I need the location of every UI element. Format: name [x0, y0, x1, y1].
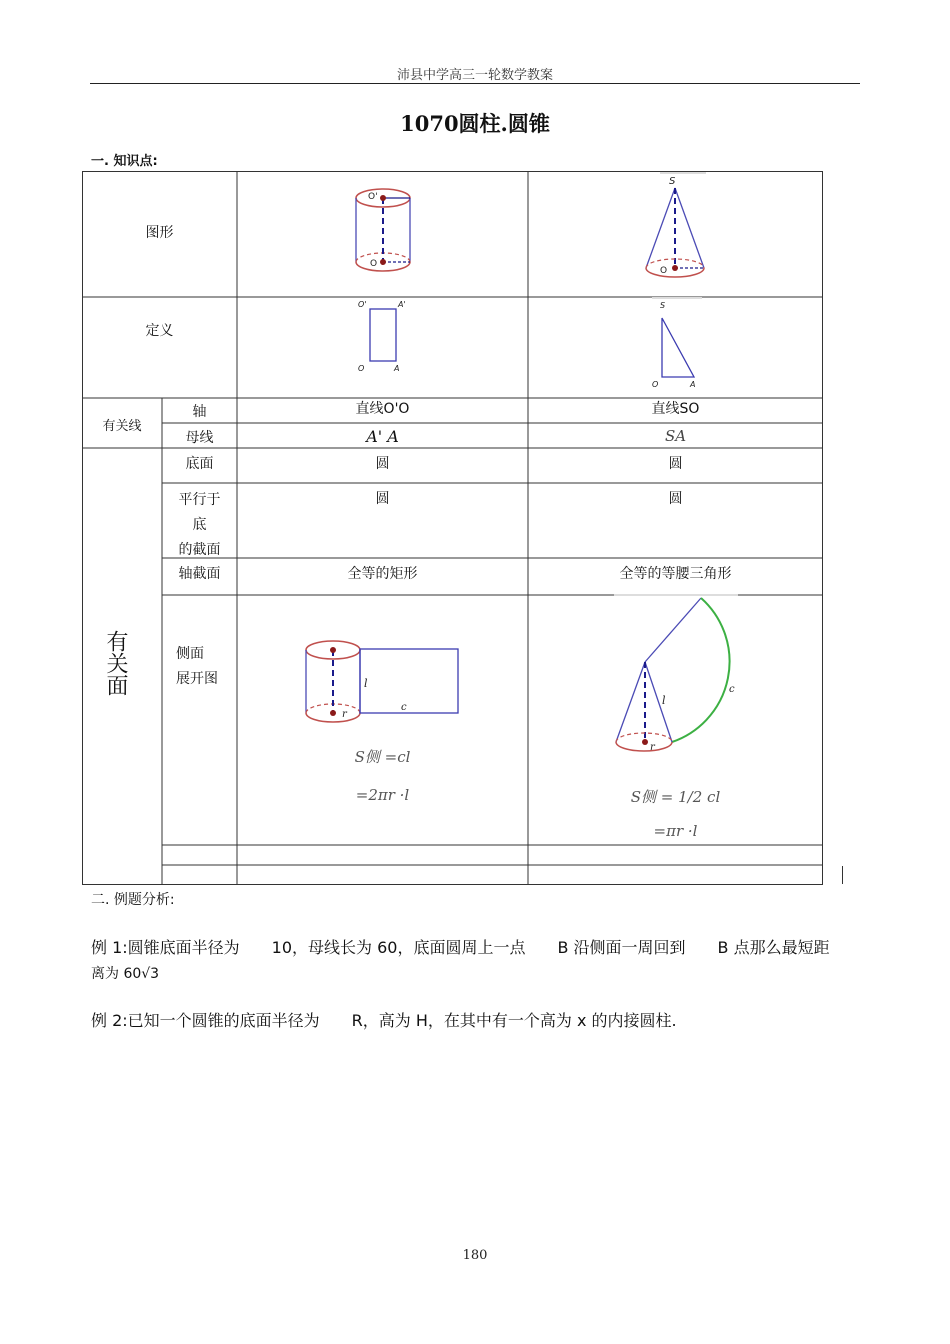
- cone-formula-2: =πr ·l: [653, 822, 698, 840]
- label-O-def: O: [358, 364, 365, 373]
- label-axis: 轴: [192, 404, 207, 420]
- label-l-cone: l: [662, 694, 666, 707]
- cone-axis: 直线SO: [651, 401, 700, 417]
- label-c-cone: c: [729, 684, 735, 695]
- label-A-def: A: [394, 364, 400, 373]
- label-A-prime-def: A': [398, 300, 406, 309]
- label-r-cyl: r: [342, 709, 347, 720]
- label-base: 底面: [185, 456, 214, 472]
- cyl-formula-2: =2πr ·l: [355, 786, 410, 804]
- cyl-axial-section: 全等的矩形: [347, 566, 418, 582]
- cylinder-figure: [350, 182, 420, 278]
- label-A-tri: A: [690, 380, 696, 389]
- label-O: O: [370, 259, 378, 269]
- header-rule: [90, 83, 860, 84]
- label-lateral: [176, 642, 236, 692]
- label-O-tri: O: [652, 380, 659, 389]
- cone-figure: [640, 172, 712, 284]
- lateral-line2: 展开图: [176, 671, 218, 687]
- cone-unfolding-figure: [610, 594, 740, 758]
- cone-axial-section: 全等的等腰三角形: [619, 566, 732, 582]
- cone-base: 圆: [668, 456, 683, 472]
- row-label-related-lines: 有关线: [102, 419, 142, 434]
- example-1-line1: 例 1:圆锥底面半径为 10，母线长为 60，底面圆周上一点 B 沿侧面一周回到 B 点那么最短距: [91, 938, 830, 957]
- page-number: 180: [462, 1248, 488, 1263]
- parallel-line1: 平行于: [178, 492, 221, 508]
- parallel-line2: 底: [192, 517, 207, 533]
- label-c-cyl: c: [401, 702, 407, 713]
- label-S: S: [669, 176, 676, 187]
- label-O-prime-def: O': [358, 300, 367, 309]
- label-generatrix: 母线: [185, 430, 214, 446]
- cyl-base: 圆: [375, 456, 390, 472]
- label-O-prime: O': [368, 192, 378, 202]
- triangle-definition-figure: [648, 297, 704, 391]
- row-label-definition: 定义: [145, 323, 174, 339]
- cyl-axis: 直线O'O: [355, 401, 410, 417]
- row-label-related-faces: 有关面: [103, 630, 128, 696]
- cylinder-unfolding-figure: [300, 630, 466, 730]
- cone-parallel-section: 圆: [668, 491, 683, 507]
- page-title: 1070圆柱.圆锥: [400, 111, 550, 136]
- label-O-cone: O: [660, 266, 668, 276]
- parallel-line3: 的截面: [178, 542, 221, 558]
- example-2: 例 2:已知一个圆锥的底面半径为 R，高为 H，在其中有一个高为 x 的内接圆柱.: [91, 1011, 677, 1030]
- rectangle-definition-figure: [350, 297, 420, 377]
- cyl-formula-1: S侧 =cl: [354, 748, 411, 766]
- label-parallel-section: [162, 488, 237, 563]
- cone-generatrix: SA: [664, 427, 687, 445]
- lateral-line1: 侧面: [176, 646, 204, 662]
- cyl-generatrix: A' A: [366, 427, 399, 446]
- example-1-line2: 离为 60√3: [91, 966, 160, 982]
- cyl-parallel-section: 圆: [375, 491, 390, 507]
- stray-mark: [842, 866, 843, 884]
- section-1-heading: 一. 知识点:: [91, 154, 158, 169]
- label-axial-section: 轴截面: [178, 566, 221, 582]
- label-l-cyl: l: [364, 677, 368, 690]
- example-1: [91, 935, 866, 987]
- cone-formula-1: S侧 = 1/2 cl: [630, 788, 721, 806]
- page-header: 沛县中学高三一轮数学教案: [396, 68, 553, 83]
- label-S-def: S: [660, 301, 666, 310]
- label-r-cone: r: [650, 742, 655, 753]
- section-2-heading: 二. 例题分析:: [91, 892, 175, 908]
- row-label-figure: 图形: [145, 225, 174, 241]
